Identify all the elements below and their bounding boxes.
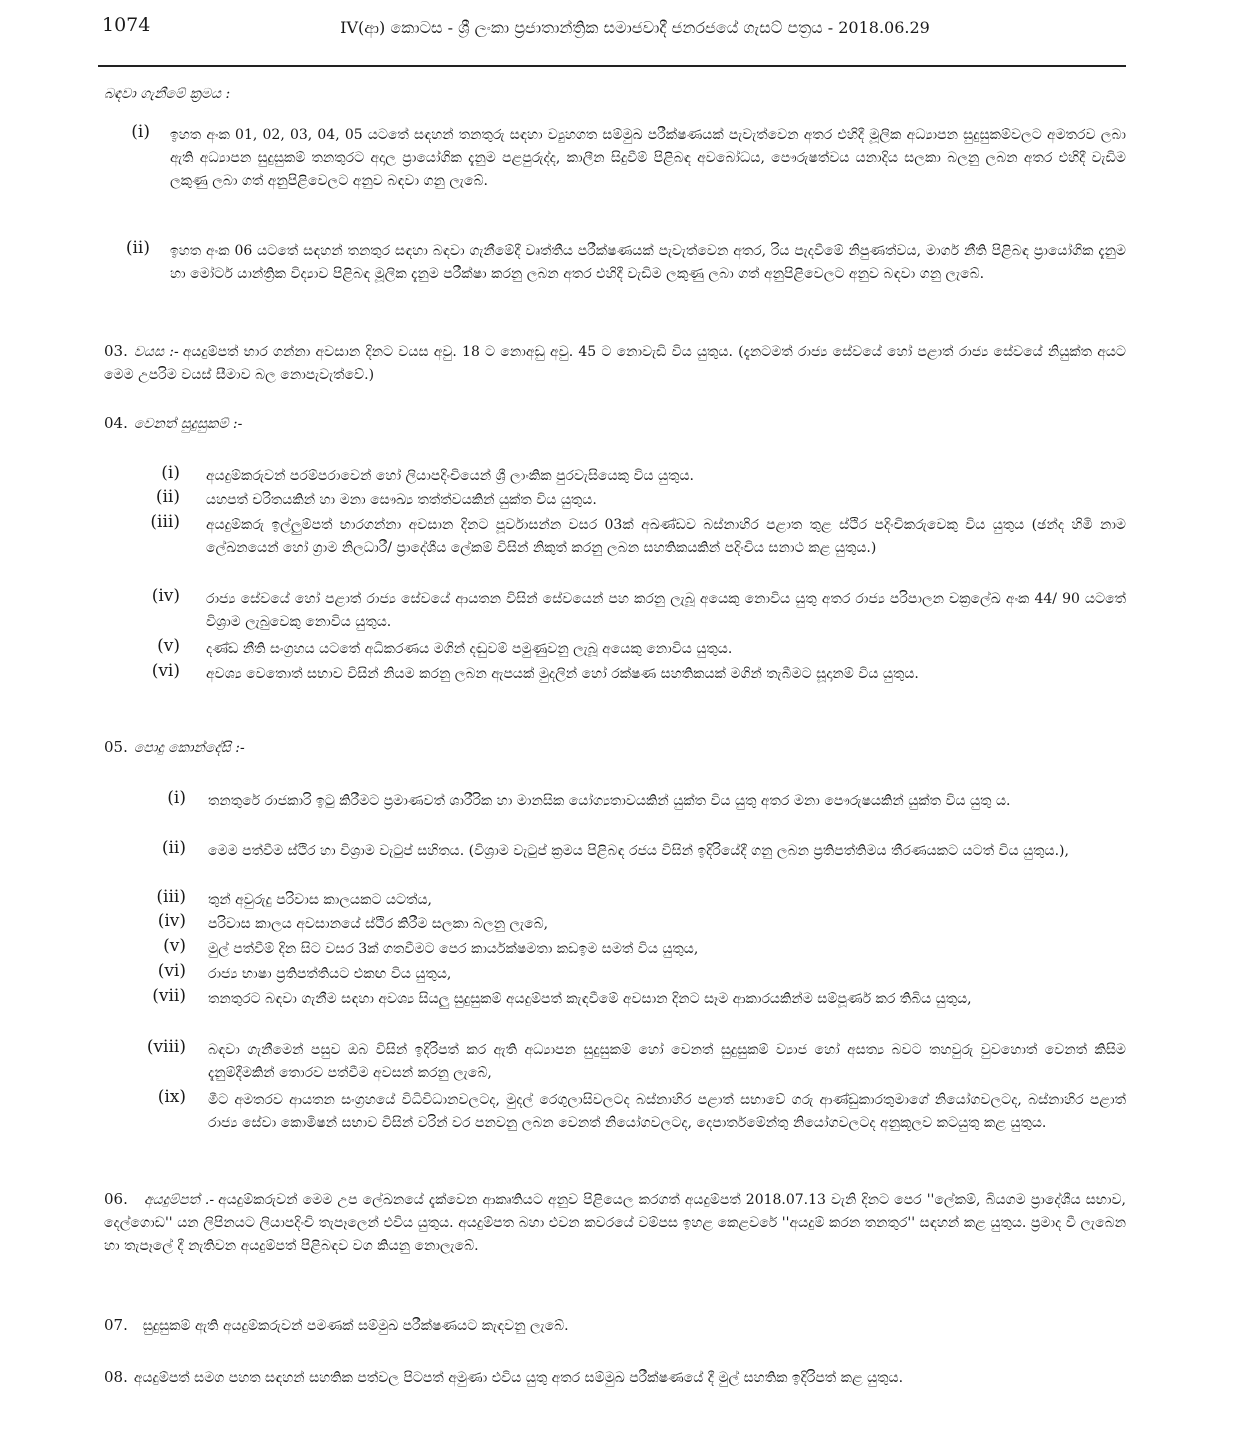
condition-number: (v) [163, 936, 186, 956]
condition-number: (iii) [156, 887, 186, 907]
certificates-section [104, 1366, 1126, 1390]
qualification-number: (v) [157, 636, 180, 656]
qualification-text: රාජ්‍ය සේවයේ හෝ පළාත් රාජ්‍ය සේවයේ ආයතන විසින් සේවයෙන් පහ කරනු ලැබූ අයෙකු නොවිය යුතු අතර රාජ්‍ය පරිපාලන චක්‍රලේඛ අංක 44/ 90 යටතේ විශ්‍රාම ලැබුවෙකු නොවිය යුතුය. [206, 591, 1126, 630]
age-section [104, 340, 1126, 387]
recruitment-heading: බඳවා ගැනීමේ ක්‍රමය : [104, 86, 231, 102]
age-section-title: වයස :- [133, 344, 179, 360]
applications-section-title: අයදුම්පත් .- [144, 1192, 215, 1208]
certificates-section-text: අයදුම්පත් සමග පහත සඳහන් සහතික පත්වල පිටපත් අමුණා එවිය යුතු අතර සම්මුඛ පරීක්ෂණයේ දී මුල් සහතික ඉදිරිපත් කළ යුතුය. [133, 1370, 904, 1386]
certificates-section-number: 08. [104, 1368, 128, 1386]
condition-number: (i) [167, 788, 186, 808]
applications-section [104, 1188, 1126, 1258]
condition-number: (vii) [152, 986, 186, 1006]
qualification-number: (ii) [155, 487, 180, 507]
interview-section [104, 1314, 1126, 1338]
other-qualifications-heading [104, 414, 246, 432]
section-title: පොදු කොන්දේසි :- [133, 740, 245, 756]
section-number: 05. [104, 738, 128, 756]
condition-number: (ii) [161, 838, 186, 858]
condition-number: (vi) [157, 961, 186, 981]
condition-text: මුල් පත්වීම් දින සිට වසර 3ක් ගතවීමට පෙර කාර්යක්ෂමතා කඩඉම සමත් විය යුතුය, [208, 941, 699, 957]
qualification-text: යහපත් චරිතයකින් හා මනා සෞඛ්‍ය තත්ත්වයකින් යුක්ත විය යුතුය. [206, 492, 597, 508]
qualification-text: අයදුම්කරුවන් පරම්පරාවෙන් හෝ ලියාපදිංචියෙන් ශ්‍රී ලාංකික පුරවැසියෙකු විය යුතුය. [206, 468, 694, 484]
interview-section-number: 07. [104, 1316, 128, 1334]
qualification-number: (i) [161, 463, 180, 483]
qualification-number: (iv) [151, 586, 180, 606]
gazette-header-title: IV(ආ) කොටස - ශ්‍රී ලංකා ප්‍රජාතාන්ත්‍රික සමාජවාදී ජනරජයේ ගැසට් පත්‍රය - 2018.06.29 [340, 18, 930, 37]
condition-text: රාජ්‍ය භාෂා ප්‍රතිපත්තියට එකඟ විය යුතුය, [208, 966, 452, 982]
page-number: 1074 [102, 14, 151, 36]
condition-text: පරිවාස කාලය අවසානයේ ස්ථිර කිරීම සලකා බලනු ලැබේ, [208, 916, 549, 932]
condition-number: (ix) [157, 1087, 186, 1107]
recruitment-item-number: (ii) [125, 238, 150, 258]
condition-text: තනතුරට බඳවා ගැනීම සඳහා අවශ්‍ය සියලු සුදුසුකම් අයදුම්පත් කැඳවීමේ අවසාන දිනට සෑම ආකාරයකින්ම සම්පූර්ණ කර තිබිය යුතුය, [208, 991, 972, 1007]
condition-number: (viii) [146, 1037, 186, 1057]
recruitment-item-number: (i) [131, 122, 150, 142]
condition-text: තනතුරේ රාජකාරි ඉටු කිරීමට ප්‍රමාණවත් ශාරීරික හා මානසික යෝග්‍යතාවයකින් යුක්ත විය යුතු අතර මනා පෞරුෂයකින් යුක්ත විය යුතු ය. [208, 793, 1011, 809]
recruitment-item-text: ඉහත අංක 01, 02, 03, 04, 05 යටතේ සඳහන් තනතුරු සඳහා ව්‍යුහගත සම්මුඛ පරීක්ෂණයක් පැවැත්වෙන අතර එහිදී මූලික අධ්‍යාපන සුදුසුකම්වලට අමතරව ලබා ඇති අධ්‍යාපන සුදුසුකම් තනතුරට අදාල ප්‍රායෝගික දැනුම පළපුරුද්ද, කාලීන සිදුවීම් පිළිබඳ අවබෝධය, පෞරුෂත්වය යනාදිය සලකා බලනු ලබන අතර එහිදී වැඩිම ලකුණු ලබා ගත් අනුපිළිවෙලට අනුව බඳවා ගනු ලැබේ. [170, 127, 1126, 189]
general-conditions-heading [104, 738, 249, 756]
qualification-number: (vi) [151, 661, 180, 681]
section-title: වෙනත් සුදුසුකම් :- [133, 416, 243, 432]
qualification-text: අයදුම්කරු ඉල්ලුම්පත් භාරගන්නා අවසාන දිනට පූර්වාසන්න වසර 03ක් අඛණ්ඩව බස්නාහිර පළාත තුළ ස්ථිර පදිංචිකරුවෙකු විය යුතුය (ඡන්ද හිමි නාම ලේඛනයෙන් හෝ ග්‍රාම නිලධාරී/ ප්‍රාදේශීය ලේකම් විසින් නිකුත් කරනු ලබන සහතිකයකින් පදිංචිය සනාථ කළ යුතුය.) [206, 517, 1126, 556]
qualification-text: දණ්ඩ නීති සංග්‍රහය යටතේ අධිකරණය මගින් දඬුවම් පමුණුවනු ලැබූ අයෙකු නොවිය යුතුය. [206, 641, 733, 657]
header-divider [98, 65, 1126, 67]
age-section-text: අයදුම්පත් භාර ගන්නා අවසාන දිනට වයස අවු. 18 ට නොඅඩු අවු. 45 ට නොවැඩි විය යුතුය. (දැනටමත් රාජ්‍ය සේවයේ හෝ පළාත් රාජ්‍ය සේවයේ නියුක්ත අයට මෙම උපරිම වයස් සීමාව බල නොපැවැත්වේ.) [104, 344, 1126, 383]
qualification-number: (iii) [150, 512, 180, 532]
age-section-number: 03. [104, 342, 128, 360]
applications-section-number: 06. [104, 1190, 128, 1208]
interview-section-text: සුදුසුකම් ඇති අයදුම්කරුවන් පමණක් සම්මුඛ පරීක්ෂණයට කැඳවනු ලැබේ. [142, 1318, 569, 1334]
condition-text: මෙම පත්වීම ස්ථිර හා විශ්‍රාම වැටුප් සහිතය. (විශ්‍රාම වැටුප් ක්‍රමය පිළිබඳ රජය විසින් ඉදිරියේදී ගනු ලබන ප්‍රතිපත්තිමය තීරණයකට යටත් විය යුතුය.), [208, 843, 1069, 859]
recruitment-item-text: ඉහත අංක 06 යටතේ සඳහන් තනතුර සඳහා බඳවා ගැනීමේදී වෘත්තීය පරීක්ෂණයක් පැවැත්වෙන අතර, රිය පැදවීමේ නිපුණත්වය, මාර්ග නීති පිළිබඳ ප්‍රායෝගික දැනුම හා මෝටර් යාන්ත්‍රික විද්‍යාව පිළිබඳ මූලික දැනුම පරීක්ෂා කරනු ලබන අතර එහිදී වැඩිම ලකුණු ලබා ගත් අනුපිළිවෙලට අනුව බඳවා ගනු ලැබේ. [170, 243, 1126, 282]
applications-section-text: අයදුම්කරුවන් මෙම උප ලේඛනයේ දැක්වෙන ආකෘතියට අනුව පිළියෙල කරගත් අයදුම්පත් 2018.07.13 වැනි දිනට පෙර ''ලේකම්, බියගම ප්‍රාදේශීය සභාව, දෙල්ගොඩ'' යන ලිපිනයට ලියාපදිංචි තැපෑලෙන් එවිය යුතුය. අයදුම්පත බහා එවන කවරයේ වම්පස ඉහළ කෙළවරේ ''අයදුම් කරන තනතුර'' සඳහන් කළ යුතුය. ප්‍රමාද වී ලැබෙන හා තැපෑලේ දී නැතිවන අයදුම්පත් පිළිබඳව වග කියනු නොලැබේ. [104, 1192, 1126, 1254]
condition-number: (iv) [157, 911, 186, 931]
qualification-text: අවශ්‍ය වෙතොත් සභාව විසින් නියම කරනු ලබන ඇපයක් මුදලින් හෝ රක්ෂණ සහතිකයක් මගින් තැබීමට සූදානම් විය යුතුය. [206, 666, 919, 682]
section-number: 04. [104, 414, 128, 432]
condition-text: බඳවා ගැනීමෙන් පසුව ඔබ විසින් ඉදිරිපත් කර ඇති අධ්‍යාපන සුදුසුකම් හෝ වෙනත් සුදුසුකම් ව්‍යාජ හෝ අසත්‍ය බවට තහවුරු වුවහොත් වෙනත් කිසිම දැනුම්දීමකින් තොරව පත්වීම අවසන් කරනු ලැබේ, [208, 1042, 1126, 1081]
condition-text: තුන් අවුරුදු පරිවාස කාලයකට යටත්ය, [208, 892, 432, 908]
condition-text: මීට අමතරව ආයතන සංග්‍රහයේ විධිවිධානවලටද, මුදල් රෙගුලාසිවලටද බස්නාහිර පළාත් සභාවේ ගරු ආණ්ඩුකාරතුමාගේ නියෝගවලටද, බස්නාහිර පළාත් රාජ්‍ය සේවා කොමිෂන් සභාව විසින් වරින් වර පනවනු ලබන වෙනත් නියෝගවලටද, දෙපාර්තමේන්තු නියෝගවලටද අනුකූලව කටයුතු කළ යුතුය. [208, 1092, 1126, 1131]
